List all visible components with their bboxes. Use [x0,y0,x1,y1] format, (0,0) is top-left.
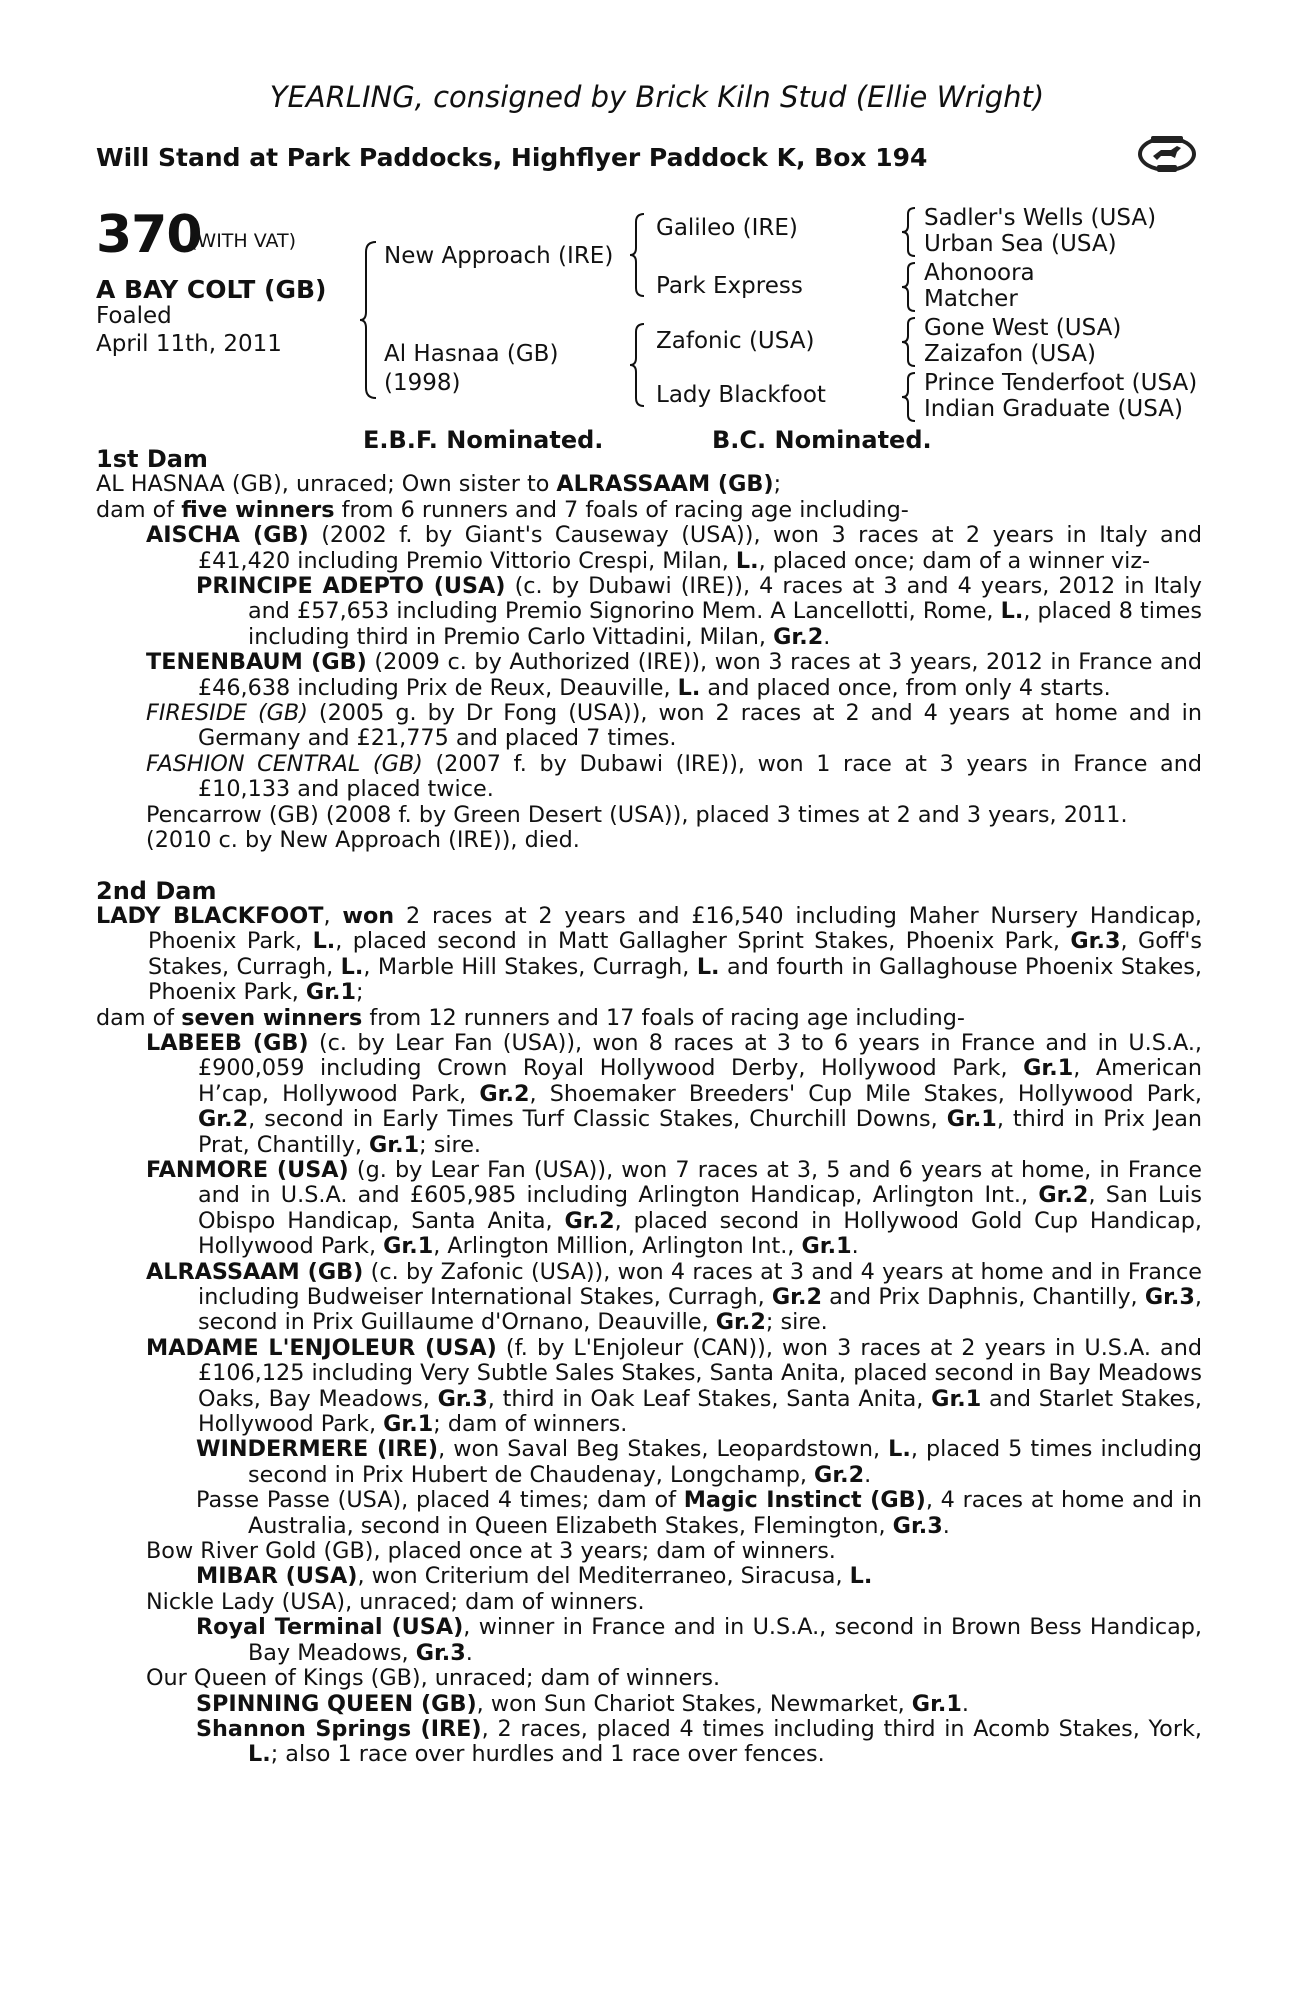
catalogue-body [96,447,1202,1768]
ped-sss: Sadler's Wells (USA) [924,205,1157,231]
lot-number: 370 [96,205,202,265]
sire-dam: Park Express [656,273,803,299]
produce-2010-colt: (2010 c. by New Approach (IRE)), died. [146,827,580,854]
sire: New Approach (IRE) [384,243,614,269]
produce-fashion-central: FASHION CENTRAL (GB) (2007 f. by Dubawi (IRE)), won 1 race at 3 years in France and £10,133 and placed twice. [146,750,1202,803]
ped-dds: Prince Tenderfoot (USA) [924,370,1198,396]
produce-royal-terminal: Royal Terminal (USA), winner in France and in U.S.A., second in Brown Bess Handicap, Bay Meadows, Gr.3. [196,1614,1202,1666]
produce-spinning-queen: SPINNING QUEEN (GB), won Sun Chariot Stakes, Newmarket, Gr.1. [196,1690,969,1717]
vat-note: (WITH VAT) [190,230,297,252]
first-dam-line: AL HASNAA (GB), unraced; Own sister to ALRASSAAM (GB); [96,471,782,498]
produce-passe-passe: Passe Passe (USA), placed 4 times; dam of Magic Instinct (GB), 4 races at home and in Australia, second in Queen Elizabeth Stakes, Flemington, Gr.3. [196,1487,1202,1539]
produce-madame-lenjoleur: MADAME L'ENJOLEUR (USA) (f. by L'Enjoleur (CAN)), won 3 races at 2 years in U.S.A. and £106,125 including Very Subtle Sales Stakes, Santa Anita, placed second in Bay Meadows Oaks, Bay Meadows, Gr.3, third in Oak Leaf Stakes, Santa Anita, Gr.1 and Starlet Stakes, Hollywood Park, Gr.1; dam of winners. [146,1334,1203,1438]
second-dam-heading: 2nd Dam [96,876,217,905]
first-dam-produce-line: dam of five winners from 6 runners and 7 foals of racing age including- [96,496,909,523]
ped-sds: Ahonoora [924,260,1035,286]
second-dam-produce-line: dam of seven winners from 12 runners and 17 foals of racing age including- [96,1004,965,1031]
ped-dsd: Zaizafon (USA) [924,341,1097,367]
ebf-nominated: E.B.F. Nominated. [363,426,604,454]
produce-mibar: MIBAR (USA), won Criterium del Mediterraneo, Siracusa, L. [196,1563,873,1590]
consignor-line: YEARLING, consigned by Brick Kiln Stud (Ellie Wright) [269,80,1045,114]
produce-aischa: AISCHA (GB) (2002 f. by Giant's Causeway (USA)), won 3 races at 2 years in Italy and £41,420 including Premio Vittorio Crespi, Milan, L., placed once; dam of a winner viz- [146,522,1202,574]
pedigree-brace-left [360,240,380,400]
second-dam-record: LADY BLACKFOOT, won 2 races at 2 years and £16,540 including Maher Nursery Handicap, Phoenix Park, L., placed second in Matt Gallagher Sprint Stakes, Phoenix Park, Gr.3, Goff's Stakes, Curragh, L., Marble Hill Stakes, Curragh, L. and fourth in Gallaghouse Phoenix Stakes, Phoenix Park, Gr.1; [96,902,1202,1006]
ped-dss: Gone West (USA) [924,315,1122,341]
bc-nominated: B.C. Nominated. [712,426,932,454]
produce-tenenbaum: TENENBAUM (GB) (2009 c. by Authorized (IRE)), won 3 races at 3 years, 2012 in France and £46,638 including Prix de Reux, Deauville, L. and placed once, from only 4 starts. [146,649,1202,701]
produce-shannon-springs: Shannon Springs (IRE), 2 races, placed 4 times including third in Acomb Stakes, York, L.; also 1 race over hurdles and 1 race over fences. [196,1715,1202,1768]
pedigree-brace-sire [630,212,648,298]
lot-title: A BAY COLT (GB) [96,275,327,304]
dam-sire: Zafonic (USA) [656,328,815,354]
ped-ssd: Urban Sea (USA) [924,231,1117,257]
brace-g1 [902,206,918,258]
produce-bow-river-gold: Bow River Gold (GB), placed once at 3 years; dam of winners. [146,1538,836,1565]
dam-year: (1998) [384,370,461,396]
pedigree-brace-dam [630,322,648,408]
stand-location: Will Stand at Park Paddocks, Highflyer Paddock K, Box 194 [96,143,928,172]
foaled-info [96,302,282,358]
dam-name: Al Hasnaa (GB) [384,341,559,367]
produce-pencarrow: Pencarrow (GB) (2008 f. by Green Desert (USA)), placed 3 times at 2 and 3 years, 2011. [146,801,1128,828]
brace-g4 [902,371,918,423]
produce-fireside: FIRESIDE (GB) (2005 g. by Dr Fong (USA)), won 2 races at 2 and 4 years at home and in Germany and £21,775 and placed 7 times. [146,700,1202,752]
first-dam-heading: 1st Dam [96,445,208,473]
foaled-date: April 11th, 2011 [96,331,282,357]
produce-windermere: WINDERMERE (IRE), won Saval Beg Stakes, Leopardstown, L., placed 5 times including second in Prix Hubert de Chaudenay, Longchamp, Gr.2. [196,1436,1202,1488]
produce-labeeb: LABEEB (GB) (c. by Lear Fan (USA)), won 8 races at 3 to 6 years in France and in U.S.A., £900,059 including Crown Royal Hollywood Derby, Hollywood Park, Gr.1, American H’cap, Hollywood Park, Gr.2, Shoemaker Breeders' Cup Mile Stakes, Hollywood Park, Gr.2, second in Early Times Turf Classic Stakes, Churchill Downs, Gr.1, third in Prix Jean Prat, Chantilly, Gr.1; sire. [146,1029,1203,1158]
sire-sire: Galileo (IRE) [656,215,798,241]
produce-fanmore: FANMORE (USA) (g. by Lear Fan (USA)), won 7 races at 3, 5 and 6 years at home, in France and in U.S.A. and £605,985 including Arlington Handicap, Arlington Int., Gr.2, San Luis Obispo Handicap, Santa Anita, Gr.2, placed second in Hollywood Gold Cup Handicap, Hollywood Park, Gr.1, Arlington Million, Arlington Int., Gr.1. [146,1156,1202,1260]
dam-dam: Lady Blackfoot [656,382,826,408]
yearling-bonus-logo-icon [1137,132,1197,174]
produce-principe-adepto: PRINCIPE ADEPTO (USA) (c. by Dubawi (IRE)), 4 races at 3 and 4 years, 2012 in Italy and £57,653 including Premio Signorino Mem. A Lancellotti, Rome, L., placed 8 times including third in Premio Carlo Vittadini, Milan, Gr.2. [196,573,1202,650]
produce-our-queen-of-kings: Our Queen of Kings (GB), unraced; dam of winners. [146,1665,721,1692]
brace-g3 [902,316,918,368]
foaled-label: Foaled [96,303,172,329]
ped-sdd: Matcher [924,286,1018,312]
produce-alrassaam: ALRASSAAM (GB) (c. by Zafonic (USA)), won 4 races at 3 and 4 years at home and in France including Budweiser International Stakes, Curragh, Gr.2 and Prix Daphnis, Chantilly, Gr.3, second in Prix Guillaume d'Ornano, Deauville, Gr.2; sire. [146,1258,1203,1336]
ped-ddd: Indian Graduate (USA) [924,396,1183,422]
produce-nickle-lady: Nickle Lady (USA), unraced; dam of winners. [146,1588,645,1615]
brace-g2 [902,261,918,313]
